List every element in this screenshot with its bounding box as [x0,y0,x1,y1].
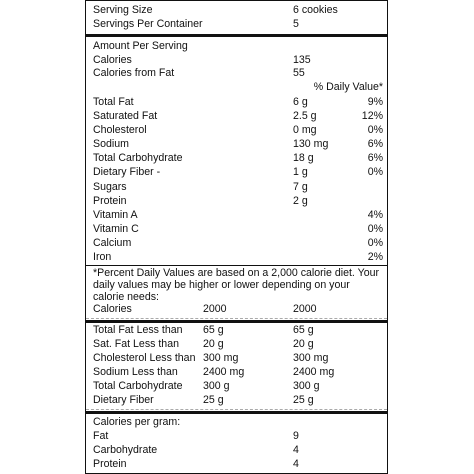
reference-col1: 300 g [203,380,230,392]
per-gram-label: Fat [93,430,109,442]
reference-col2: 20 g [293,338,314,350]
nutrient-amount: 130 mg [293,138,329,150]
calories-from-fat-value: 55 [293,67,305,79]
per-gram-row [93,430,383,443]
vitamin-row [93,209,383,222]
daily-value-header: % Daily Value* [313,81,383,93]
nutrient-label: Cholesterol [93,124,147,136]
reference-header-label: Calories [93,303,132,315]
reference-row [93,338,383,351]
vitamin-row [93,223,383,236]
nutrient-daily-value: 6% [367,152,383,164]
reference-col1: 300 mg [203,352,239,364]
reference-label: Dietary Fiber [93,394,154,406]
nutrient-amount: 2 g [293,195,308,207]
nutrient-row [93,166,383,179]
serving-size-row [93,4,383,17]
reference-row [93,394,383,407]
vitamin-label: Calcium [93,237,132,249]
per-gram-row [93,444,383,457]
reference-row [93,324,383,337]
amount-per-serving-row [93,40,383,53]
reference-label: Sodium Less than [93,366,178,378]
amount-per-serving-label: Amount Per Serving [93,40,188,52]
calories-label: Calories [93,54,132,66]
nutrient-label: Sugars [93,181,127,193]
per-gram-header-row [93,416,383,429]
calories-row [93,54,383,67]
reference-col2: 300 g [293,380,320,392]
reference-col1: 25 g [203,394,224,406]
nutrient-row [93,181,383,194]
divider-thick [86,34,387,37]
nutrient-row [93,138,383,151]
servings-per-container-row [93,18,383,31]
per-gram-value: 4 [293,458,299,470]
vitamin-daily-value: 4% [367,209,383,221]
divider-thick [86,320,387,323]
per-gram-value: 9 [293,430,299,442]
divider [86,265,387,266]
nutrient-amount: 6 g [293,96,308,108]
reference-label: Cholesterol Less than [93,352,196,364]
nutrient-label: Dietary Fiber - [93,166,161,178]
nutrient-label: Saturated Fat [93,110,158,122]
nutrient-daily-value: 0% [367,166,383,178]
nutrient-label: Total Fat [93,96,134,108]
nutrient-amount: 18 g [293,152,314,164]
nutrient-label: Sodium [93,138,129,150]
reference-col1: 20 g [203,338,224,350]
nutrient-amount: 1 g [293,166,308,178]
vitamin-row [93,251,383,264]
per-gram-header: Calories per gram: [93,416,181,428]
nutrient-row [93,152,383,165]
reference-label: Sat. Fat Less than [93,338,179,350]
serving-size-value: 6 cookies [293,4,338,16]
nutrient-amount: 2.5 g [293,110,317,122]
reference-col2: 25 g [293,394,314,406]
nutrient-label: Total Carbohydrate [93,152,183,164]
reference-header-col2: 2000 [293,303,317,315]
nutrient-row [93,110,383,123]
reference-header-row [93,303,383,316]
per-gram-label: Protein [93,458,127,470]
reference-col1: 2400 mg [203,366,245,378]
daily-value-header-row [93,81,383,94]
nutrient-daily-value: 0% [367,124,383,136]
reference-col2: 65 g [293,324,314,336]
reference-row [93,366,383,379]
dashed-divider [86,409,387,410]
reference-header-col1: 2000 [203,303,227,315]
vitamin-label: Vitamin A [93,209,138,221]
reference-col1: 65 g [203,324,224,336]
calories-from-fat-row [93,67,383,80]
per-gram-label: Carbohydrate [93,444,158,456]
reference-col2: 2400 mg [293,366,335,378]
nutrition-facts-panel [85,0,388,474]
servings-per-container-value: 5 [293,18,299,30]
footnote: *Percent Daily Values are based on a 2,000 calorie diet. Your daily values may be higher or lower depending on your calorie needs: [93,267,380,303]
vitamin-label: Iron [93,251,112,263]
vitamin-label: Vitamin C [93,223,139,235]
reference-row [93,352,383,365]
vitamin-row [93,237,383,250]
dashed-divider [86,318,387,319]
divider-thick [86,411,387,414]
nutrient-amount: 7 g [293,181,308,193]
servings-per-container-label: Servings Per Container [93,18,203,30]
nutrient-label: Protein [93,195,127,207]
nutrient-daily-value: 12% [361,110,383,122]
nutrient-row [93,96,383,109]
vitamin-daily-value: 0% [367,223,383,235]
serving-size-label: Serving Size [93,4,153,16]
per-gram-value: 4 [293,444,299,456]
reference-label: Total Fat Less than [93,324,183,336]
nutrient-row [93,124,383,137]
reference-row [93,380,383,393]
reference-label: Total Carbohydrate [93,380,183,392]
nutrient-daily-value: 6% [367,138,383,150]
nutrient-row [93,195,383,208]
calories-from-fat-label: Calories from Fat [93,67,175,79]
vitamin-daily-value: 2% [367,251,383,263]
nutrient-daily-value: 9% [367,96,383,108]
per-gram-row [93,458,383,471]
nutrient-amount: 0 mg [293,124,317,136]
vitamin-daily-value: 0% [367,237,383,249]
calories-value: 135 [293,54,311,66]
reference-col2: 300 mg [293,352,329,364]
